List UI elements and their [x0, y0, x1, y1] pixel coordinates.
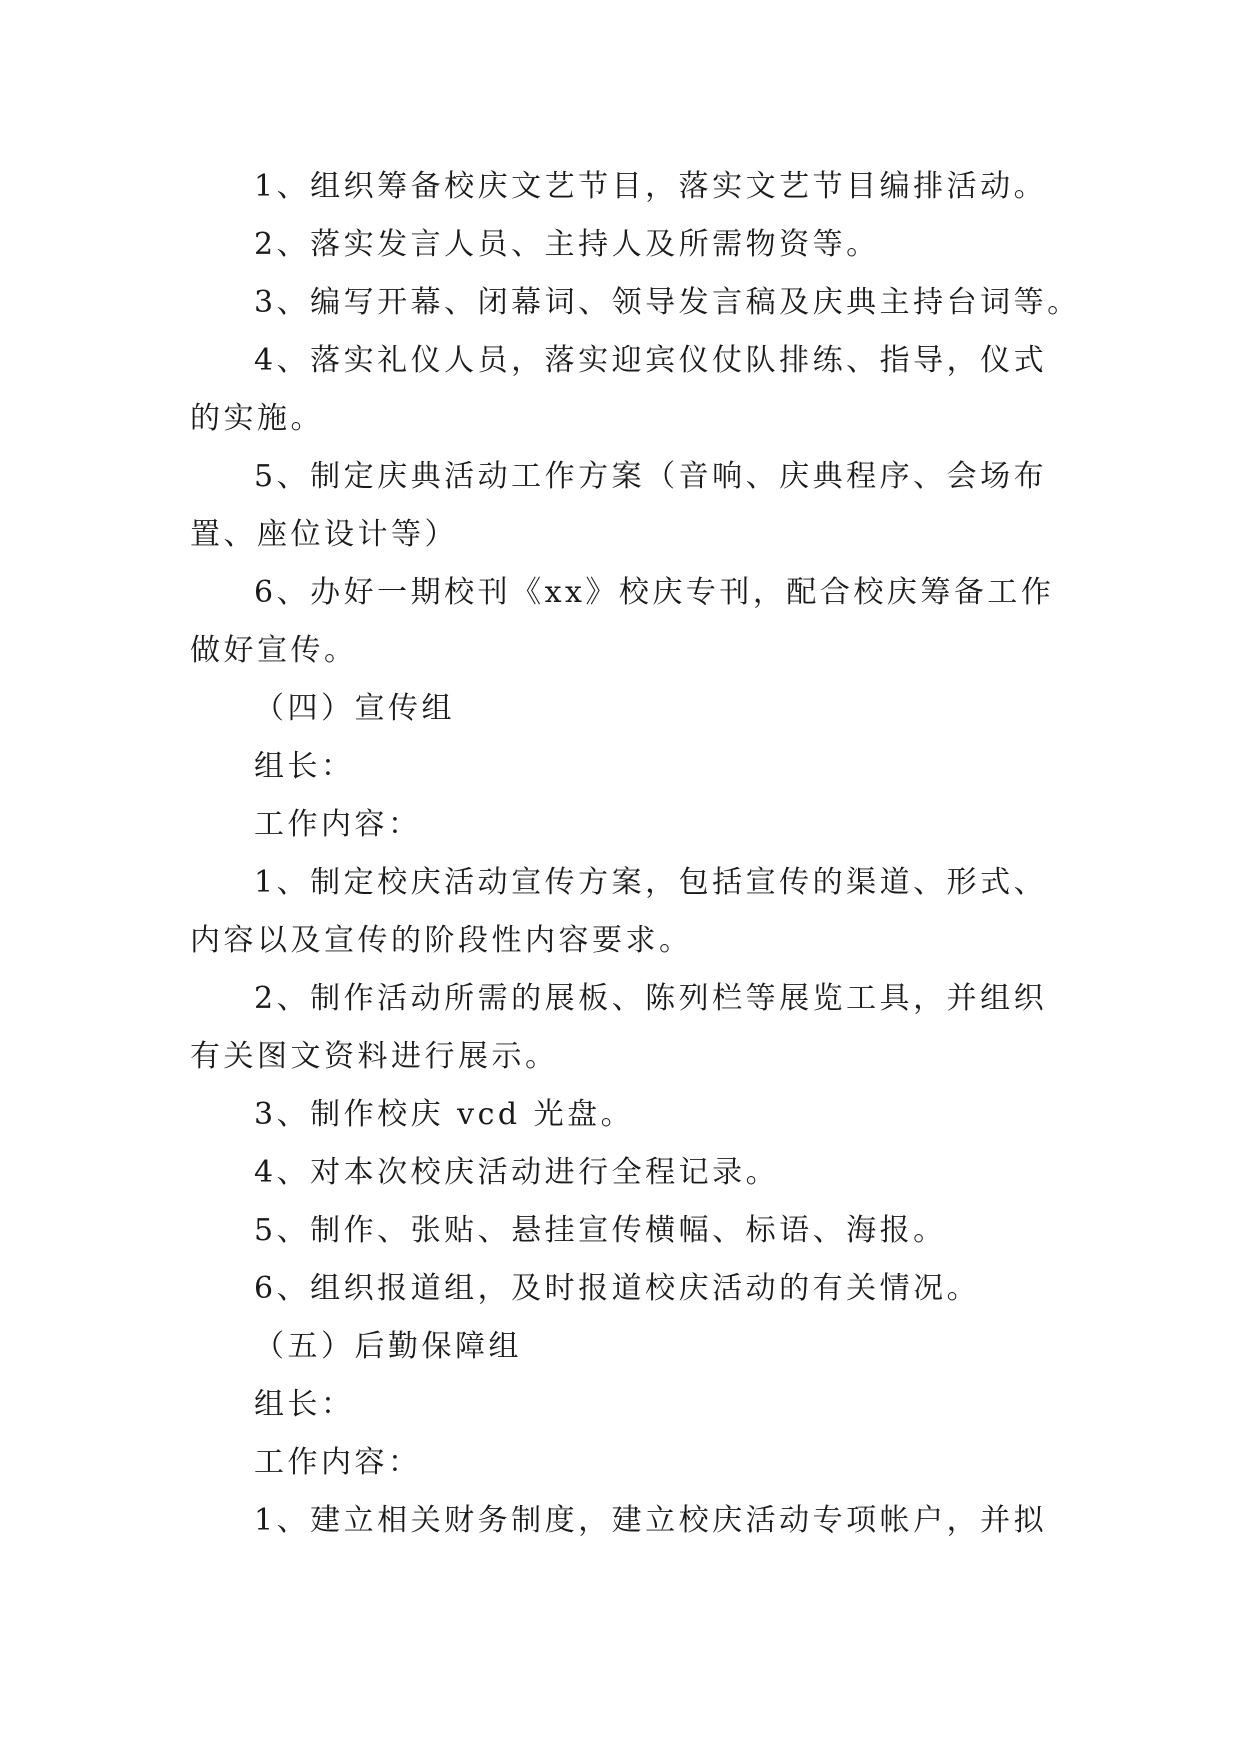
- paragraph-line: 4、落实礼仪人员，落实迎宾仪仗队排练、指导，仪式: [254, 343, 1048, 378]
- paragraph-line: 3、编写开幕、闭幕词、领导发言稿及庆典主持台词等。: [254, 285, 1081, 320]
- paragraph-line: 内容以及宣传的阶段性内容要求。: [190, 923, 693, 958]
- paragraph-line: 6、组织报道组，及时报道校庆活动的有关情况。: [254, 1271, 981, 1306]
- section-heading: （四）宣传组: [254, 691, 455, 726]
- paragraph-line: 2、落实发言人员、主持人及所需物资等。: [254, 227, 880, 262]
- paragraph-line: 置、座位设计等）: [190, 517, 458, 552]
- section-heading: （五）后勤保障组: [254, 1329, 522, 1364]
- paragraph-line: 有关图文资料进行展示。: [190, 1039, 559, 1074]
- paragraph-line: 做好宣传。: [190, 633, 358, 668]
- paragraph-line: 3、制作校庆 vcd 光盘。: [254, 1097, 635, 1132]
- document-body: [190, 158, 1081, 1550]
- paragraph-line: 1、建立相关财务制度，建立校庆活动专项帐户，并拟: [254, 1503, 1048, 1538]
- paragraph-line: 5、制作、张贴、悬挂宣传横幅、标语、海报。: [254, 1213, 947, 1248]
- group-leader-label: 组长：: [254, 1387, 355, 1422]
- work-content-label: 工作内容：: [254, 1445, 422, 1480]
- paragraph-line: 4、对本次校庆活动进行全程记录。: [254, 1155, 780, 1190]
- paragraph-line: 的实施。: [190, 401, 324, 436]
- paragraph-line: 5、制定庆典活动工作方案（音响、庆典程序、会场布: [254, 459, 1048, 494]
- group-leader-label: 组长：: [254, 749, 355, 784]
- paragraph-line: 2、制作活动所需的展板、陈列栏等展览工具，并组织: [254, 981, 1048, 1016]
- paragraph-line: 1、组织筹备校庆文艺节目，落实文艺节目编排活动。: [254, 169, 1048, 204]
- work-content-label: 工作内容：: [254, 807, 422, 842]
- paragraph-line: 6、办好一期校刊《xx》校庆专刊，配合校庆筹备工作: [254, 575, 1055, 610]
- paragraph-line: 1、制定校庆活动宣传方案，包括宣传的渠道、形式、: [254, 865, 1048, 900]
